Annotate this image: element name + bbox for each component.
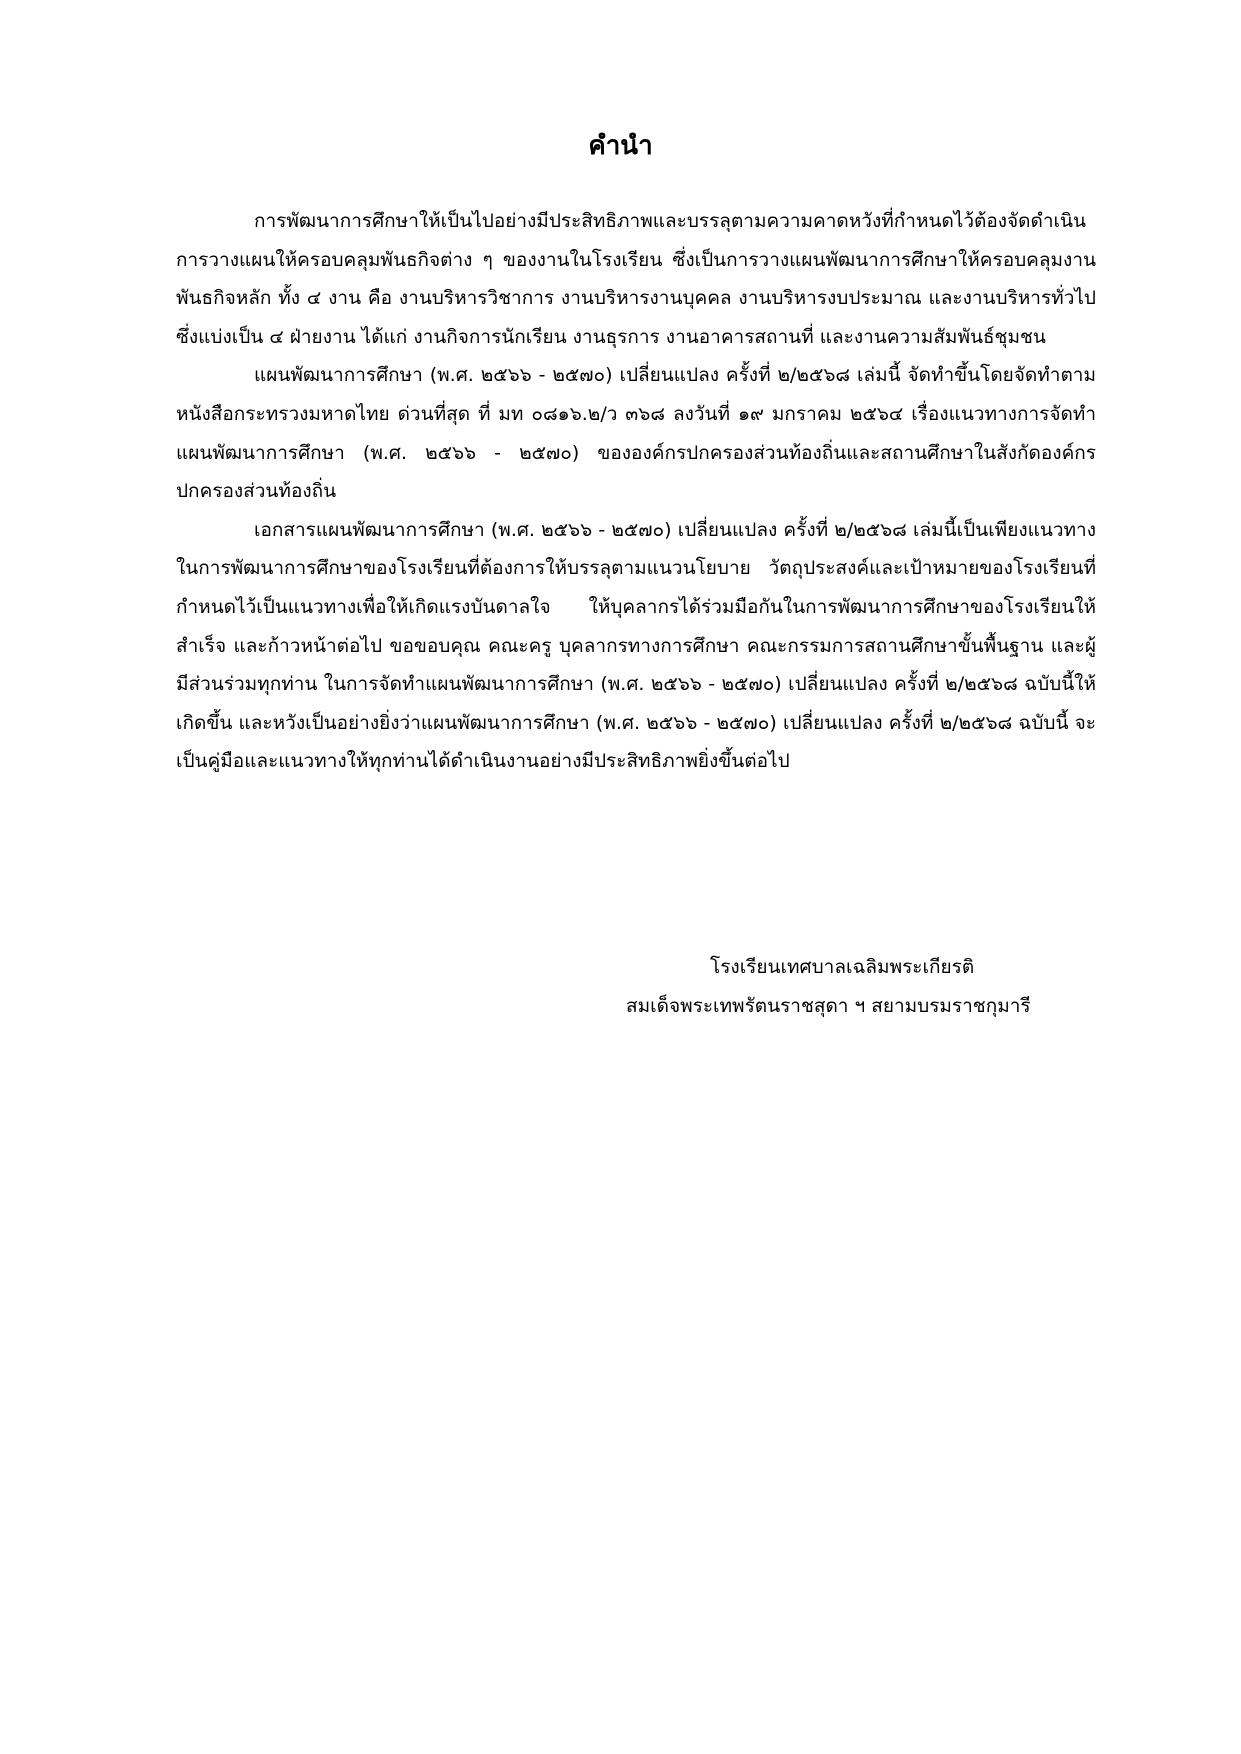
page-title: คำนำ [588,131,653,161]
signature-school-name: โรงเรียนเทศบาลเฉลิมพระเกียรติ [710,956,975,978]
paragraph-1: การพัฒนาการศึกษาให้เป็นไปอย่างมีประสิทธิภาพและบรรลุตามความคาดหวังที่กำหนดไว้ต้องจัดดำเนินการวางแผนให้ครอบคลุมพันธกิจต่าง ๆ ของงานในโรงเรียน ซึ่งเป็นการวางแผนพัฒนาการศึกษาให้ครอบคลุมงานพันธกิจหลัก ทั้ง ๔ งาน คือ งานบริหารวิชาการ งานบริหารงานบุคคล งานบริหารงบประมาณ และงานบริหารทั่วไป ซึ่งแบ่งเป็น ๔ ฝ่ายงาน ได้แก่ งานกิจการนักเรียน งานธุรการ งานอาคารสถานที่ และงานความสัมพันธ์ชุมชน [176,210,1096,348]
signature-school-name-continued: สมเด็จพระเทพรัตนราชสุดา ฯ สยามบรมราชกุมารี [626,995,1031,1017]
foreword-body [176,202,1096,781]
paragraph-2: แผนพัฒนาการศึกษา (พ.ศ. ๒๕๖๖ - ๒๕๗๐) เปลี่ยนแปลง ครั้งที่ ๒/๒๕๖๘ เล่มนี้ จัดทำขึ้นโดยจัดทำตามหนังสือกระทรวงมหาดไทย ด่วนที่สุด ที่ มท ๐๘๑๖.๒/ว ๓๖๘ ลงวันที่ ๑๙ มกราคม ๒๕๖๔ เรื่องแนวทางการจัดทำแผนพัฒนาการศึกษา (พ.ศ. ๒๕๖๖ - ๒๕๗๐) ขององค์กรปกครองส่วนท้องถิ่นและสถานศึกษาในสังกัดองค์กรปกครองส่วนท้องถิ่น [176,364,1096,503]
paragraph-3: เอกสารแผนพัฒนาการศึกษา (พ.ศ. ๒๕๖๖ - ๒๕๗๐) เปลี่ยนแปลง ครั้งที่ ๒/๒๕๖๘ เล่มนี้เป็นเพียงแนวทางในการพัฒนาการศึกษาของโรงเรียนที่ต้องการให้บรรลุตามแนวนโยบาย วัตถุประสงค์และเป้าหมายของโรงเรียนที่กำหนดไว้เป็นแนวทางเพื่อให้เกิดแรงบันดาลใจ ให้บุคลากรได้ร่วมมือกันในการพัฒนาการศึกษาของโรงเรียนให้สำเร็จ และก้าวหน้าต่อไป ขอขอบคุณ คณะครู บุคลากรทางการศึกษา คณะกรรมการสถานศึกษาขั้นพื้นฐาน และผู้มีส่วนร่วมทุกท่าน ในการจัดทำแผนพัฒนาการศึกษา (พ.ศ. ๒๕๖๖ - ๒๕๗๐) เปลี่ยนแปลง ครั้งที่ ๒/๒๕๖๘ ฉบับนี้ให้เกิดขึ้น และหวังเป็นอย่างยิ่งว่าแผนพัฒนาการศึกษา (พ.ศ. ๒๕๖๖ - ๒๕๗๐) เปลี่ยนแปลง ครั้งที่ ๒/๒๕๖๘ ฉบับนี้ จะเป็นคู่มือและแนวทางให้ทุกท่านได้ดำเนินงานอย่างมีประสิทธิภาพยิ่งขึ้นต่อไป [176,518,1096,773]
